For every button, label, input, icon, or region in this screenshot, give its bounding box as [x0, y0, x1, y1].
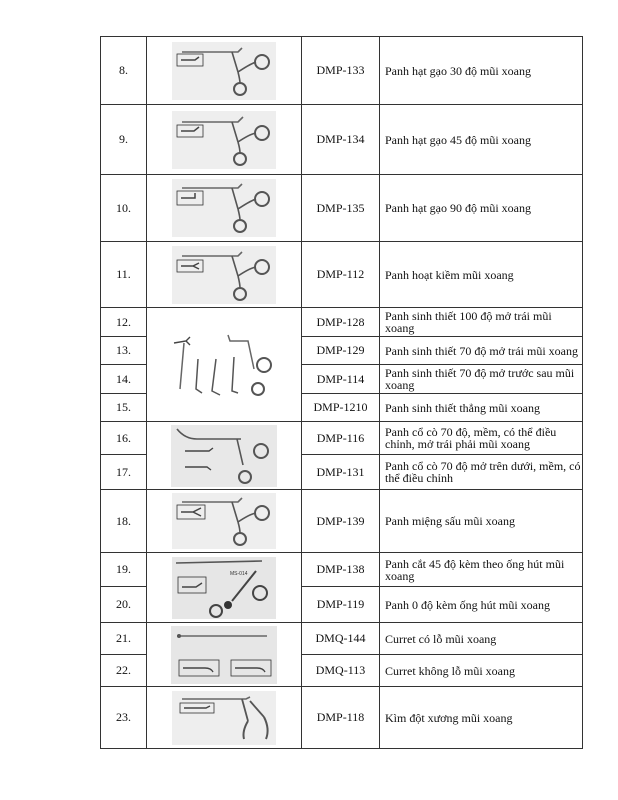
row-number: 20. — [101, 587, 147, 623]
product-code: DMP-133 — [302, 37, 380, 105]
row-number: 21. — [101, 623, 147, 655]
product-code: DMQ-144 — [302, 623, 380, 655]
row-number: 8. — [101, 37, 147, 105]
product-code: DMP-129 — [302, 337, 380, 365]
instrument-image — [147, 242, 302, 308]
row-number: 22. — [101, 655, 147, 687]
row-number: 11. — [101, 242, 147, 308]
product-code: DMP-128 — [302, 308, 380, 337]
instrument-image — [147, 490, 302, 553]
product-code: DMP-118 — [302, 687, 380, 749]
product-description: Panh cắt 45 độ kèm theo ống hút mũi xoang — [380, 553, 583, 587]
product-code: DMP-112 — [302, 242, 380, 308]
product-description: Curret không lỗ mũi xoang — [380, 655, 583, 687]
product-code: DMP-1210 — [302, 394, 380, 422]
table-row — [101, 623, 583, 655]
product-description: Panh miệng sấu mũi xoang — [380, 490, 583, 553]
product-code: DMP-114 — [302, 365, 380, 394]
nasal-forceps-90-photo-icon — [172, 179, 276, 237]
table-row — [101, 422, 583, 455]
nasal-forceps-crocodile-photo-icon — [172, 246, 276, 304]
row-number: 17. — [101, 455, 147, 490]
product-description: Panh sinh thiết 100 độ mở trái mũi xoang — [380, 308, 583, 337]
suction-forceps-photo-icon — [172, 557, 276, 619]
product-code: DMP-139 — [302, 490, 380, 553]
row-number: 15. — [101, 394, 147, 422]
row-number: 23. — [101, 687, 147, 749]
product-description: Panh hoạt kiềm mũi xoang — [380, 242, 583, 308]
product-description: Panh sinh thiết thẳng mũi xoang — [380, 394, 583, 422]
table-row — [101, 490, 583, 553]
row-number: 18. — [101, 490, 147, 553]
instrument-image — [147, 687, 302, 749]
row-number: 12. — [101, 308, 147, 337]
product-description: Panh sinh thiết 70 độ mở trái mũi xoang — [380, 337, 583, 365]
product-description: Panh hạt gạo 90 độ mũi xoang — [380, 175, 583, 242]
flexible-forceps-photo-icon — [171, 425, 277, 487]
table-row — [101, 242, 583, 308]
row-number: 14. — [101, 365, 147, 394]
product-code: DMQ-113 — [302, 655, 380, 687]
product-code: DMP-116 — [302, 422, 380, 455]
table-row — [101, 175, 583, 242]
product-description: Panh hạt gạo 45 độ mũi xoang — [380, 105, 583, 175]
curette-photo-icon — [171, 626, 277, 684]
bone-punch-photo-icon — [172, 691, 276, 745]
image-label: MS-014 — [230, 570, 248, 577]
table-row — [101, 105, 583, 175]
product-code: DMP-131 — [302, 455, 380, 490]
product-description: Panh cổ cò 70 độ mở trên dưới, mềm, có thể điều chỉnh — [380, 455, 583, 490]
product-description: Kìm đột xương mũi xoang — [380, 687, 583, 749]
instrument-image — [147, 553, 302, 623]
product-code: DMP-135 — [302, 175, 380, 242]
row-number: 13. — [101, 337, 147, 365]
row-number: 19. — [101, 553, 147, 587]
table-row — [101, 37, 583, 105]
instrument-image — [147, 105, 302, 175]
product-code: DMP-134 — [302, 105, 380, 175]
product-code: DMP-119 — [302, 587, 380, 623]
product-description: Panh 0 độ kèm ống hút mũi xoang — [380, 587, 583, 623]
row-number: 16. — [101, 422, 147, 455]
product-description: Panh sinh thiết 70 độ mở trước sau mũi xoang — [380, 365, 583, 394]
product-code: DMP-138 — [302, 553, 380, 587]
table-row — [101, 308, 583, 337]
product-description: Panh cổ cò 70 độ, mềm, có thể điều chỉnh, mở trái phải mũi xoang — [380, 422, 583, 455]
instrument-table — [100, 36, 583, 749]
table-row — [101, 553, 583, 587]
instrument-image — [147, 422, 302, 490]
table-row — [101, 687, 583, 749]
row-number: 9. — [101, 105, 147, 175]
nasal-forceps-30-photo-icon — [172, 42, 276, 100]
instrument-image — [147, 308, 302, 422]
product-description: Panh hạt gạo 30 độ mũi xoang — [380, 37, 583, 105]
nasal-forceps-45-photo-icon — [172, 111, 276, 169]
product-description: Curret có lỗ mũi xoang — [380, 623, 583, 655]
instrument-image — [147, 175, 302, 242]
row-number: 10. — [101, 175, 147, 242]
instrument-image — [147, 37, 302, 105]
biopsy-forceps-set-photo-icon — [168, 329, 280, 401]
alligator-forceps-photo-icon — [172, 493, 276, 549]
instrument-image — [147, 623, 302, 687]
